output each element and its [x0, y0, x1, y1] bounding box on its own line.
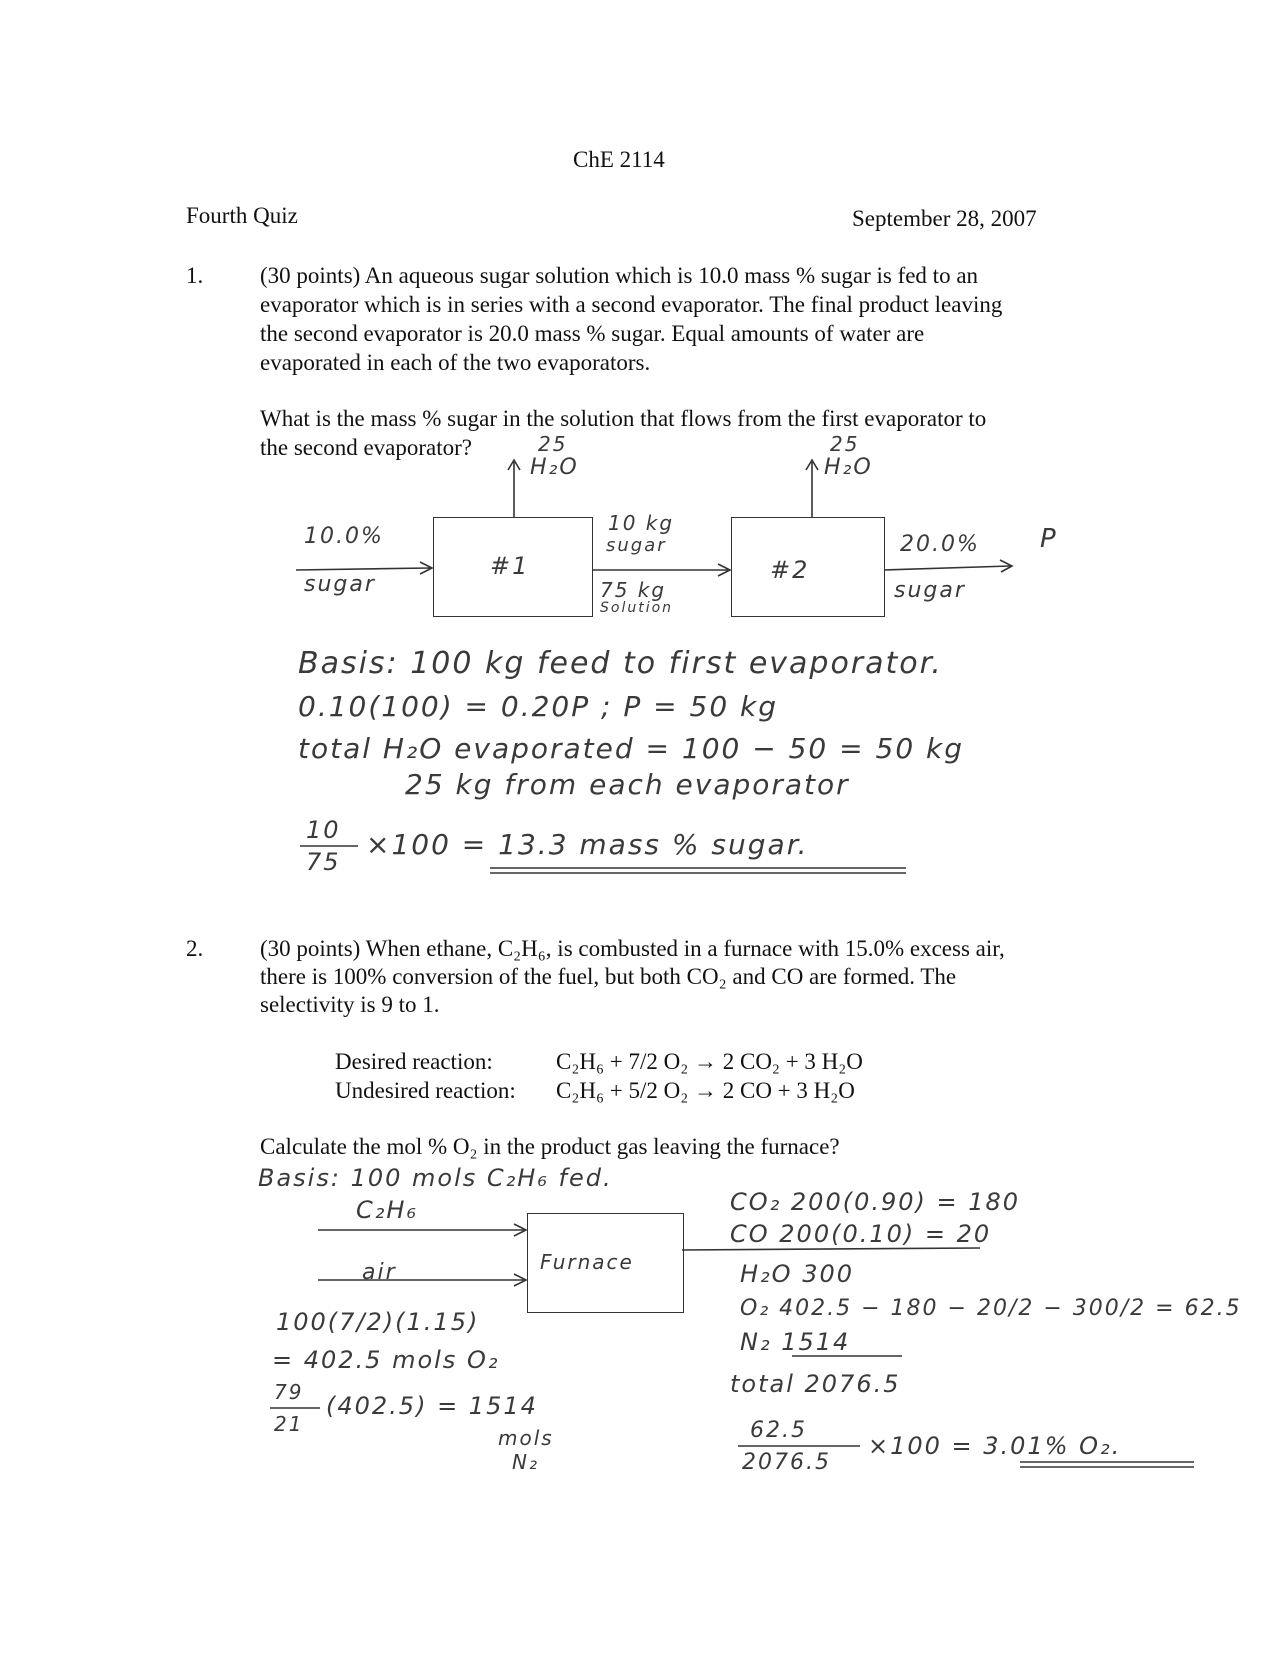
water-amount-2: 25: [830, 432, 860, 456]
oxygen-result: = 402.5 mols O₂: [272, 1346, 500, 1374]
product-h2o: H₂O 300: [740, 1260, 854, 1288]
o2-fraction-numerator: 62.5: [750, 1418, 807, 1443]
q1-work-water: total H₂O evaporated = 100 − 50 = 50 kg: [298, 732, 965, 765]
product-total: total 2076.5: [730, 1370, 901, 1398]
nitrogen-calc: (402.5) = 1514: [326, 1392, 538, 1420]
q2-work-basis: Basis: 100 mols C₂H₆ fed.: [258, 1164, 613, 1192]
product-n2: N₂ 1514: [740, 1328, 851, 1356]
feed-label: sugar: [304, 572, 376, 597]
q1-work-each: 25 kg from each evaporator: [405, 768, 850, 801]
water-label-1: H₂O: [530, 455, 579, 480]
furnace-label: Furnace: [540, 1250, 634, 1274]
q1-number: 1.: [186, 263, 204, 288]
product-symbol: P: [1040, 524, 1058, 554]
quiz-date: September 28, 2007: [852, 206, 1037, 231]
air-feed-label: air: [362, 1260, 397, 1285]
mid-stream-solution-mass: 75 kg: [600, 578, 667, 602]
water-amount-1: 25: [538, 432, 568, 456]
undesired-reaction-label: Undesired reaction:: [335, 1078, 516, 1103]
desired-reaction-equation: C₂H₆ + 7/2 O₂ → 2 CO₂ + 3 H₂O: [556, 1049, 863, 1074]
feed-percent: 10.0%: [304, 524, 384, 549]
undesired-reaction-equation: C₂H₆ + 5/2 O₂ → 2 CO + 3 H₂O: [556, 1078, 855, 1103]
product-label: sugar: [894, 578, 966, 603]
q1-fraction-denominator: 75: [306, 848, 341, 876]
product-co2: CO₂ 200(0.90) = 180: [730, 1188, 1021, 1216]
q1-question-line: What is the mass % sugar in the solution that flows from the first evaporator to: [260, 406, 987, 431]
nitrogen-mols-label: mols: [498, 1426, 554, 1450]
q1-work-balance: 0.10(100) = 0.20P ; P = 50 kg: [298, 690, 779, 723]
q1-text-line: (30 points) An aqueous sugar solution which is 10.0 mass % sugar is fed to an: [260, 263, 979, 288]
mid-stream-sugar-mass: 10 kg: [608, 511, 675, 535]
n2-fraction-numerator: 79: [274, 1380, 304, 1404]
course-title: ChE 2114: [573, 147, 665, 172]
q1-answer: ×100 = 13.3 mass % sugar.: [366, 828, 809, 861]
evaporator-2-label: #2: [770, 556, 810, 584]
evaporator-1-label: #1: [490, 552, 530, 580]
q2-question: Calculate the mol % O₂ in the product gas leaving the furnace?: [260, 1134, 840, 1159]
q2-number: 2.: [186, 936, 204, 961]
q2-text-line: there is 100% conversion of the fuel, but both CO₂ and CO are formed. The: [260, 964, 957, 989]
q2-answer: ×100 = 3.01% O₂.: [868, 1432, 1122, 1460]
quiz-title: Fourth Quiz: [186, 203, 298, 228]
water-label-2: H₂O: [824, 455, 873, 480]
product-percent: 20.0%: [900, 532, 980, 557]
product-co: CO 200(0.10) = 20: [730, 1220, 992, 1248]
desired-reaction-label: Desired reaction:: [335, 1049, 493, 1074]
oxygen-calc: 100(7/2)(1.15): [276, 1308, 480, 1336]
nitrogen-symbol: N₂: [512, 1450, 539, 1474]
o2-fraction-denominator: 2076.5: [742, 1450, 831, 1475]
product-o2: O₂ 402.5 − 180 − 20/2 − 300/2 = 62.5: [740, 1296, 1242, 1321]
mid-stream-sugar-label: sugar: [606, 535, 667, 556]
q1-question-line: the second evaporator?: [260, 435, 473, 460]
q1-text-line: evaporator which is in series with a second evaporator. The final product leaving: [260, 292, 1003, 317]
q1-fraction-numerator: 10: [306, 816, 341, 844]
mid-stream-solution-label: Solution: [600, 600, 674, 616]
ethane-feed-label: C₂H₆: [356, 1196, 419, 1224]
q1-text-line: the second evaporator is 20.0 mass % sugar. Equal amounts of water are: [260, 321, 925, 346]
q2-text-line: (30 points) When ethane, C₂H₆, is combusted in a furnace with 15.0% excess air,: [260, 936, 1005, 961]
q1-text-line: evaporated in each of the two evaporators.: [260, 350, 651, 375]
q1-work-basis: Basis: 100 kg feed to first evaporator.: [298, 646, 943, 681]
n2-fraction-denominator: 21: [274, 1412, 304, 1436]
product-gas-line: [682, 1248, 980, 1250]
q2-text-line: selectivity is 9 to 1.: [260, 992, 440, 1017]
